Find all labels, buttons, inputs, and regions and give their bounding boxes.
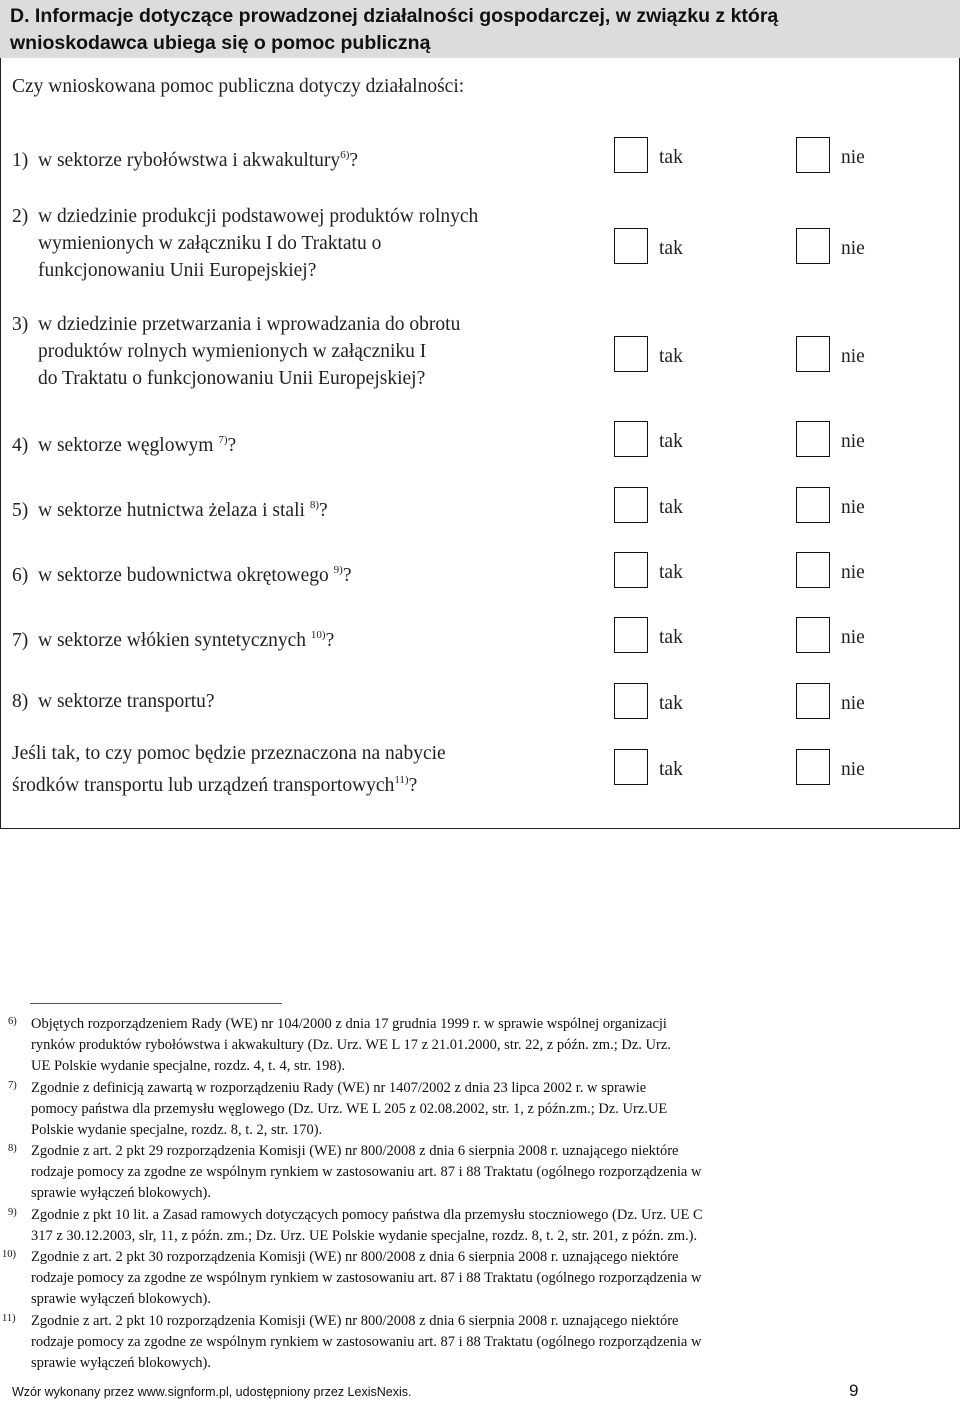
q8-no-label: nie <box>841 693 865 714</box>
question-text: w sektorze rybołówstwa i akwakultury <box>38 150 341 171</box>
question-text: Jeśli tak, to czy pomoc będzie przeznaczona na nabycie <box>12 743 446 764</box>
question-number: 3) <box>12 314 29 335</box>
q3-no-label: nie <box>841 346 865 367</box>
footnote-ref: 7) <box>218 434 228 446</box>
question-number: 7) <box>12 630 29 651</box>
q2-yes-checkbox[interactable] <box>614 228 648 264</box>
footnote-ref: 11) <box>394 774 409 786</box>
q4-yes-label: tak <box>659 431 683 452</box>
q4-no-checkbox[interactable] <box>796 421 830 457</box>
section-title-line-2: wnioskodawca ubiega się o pomoc publiczną <box>10 32 431 54</box>
q6-yes-label: tak <box>659 562 683 583</box>
question-6: 6) w sektorze budownictwa okrętowego $^{9)}$? <box>12 557 352 589</box>
q4-no-label: nie <box>841 431 865 452</box>
question-1: 1) w sektorze rybołówstwa i akwakultury$^{6)}$? <box>12 142 358 174</box>
footnote-mark: 9) <box>8 1207 17 1218</box>
question-text: w sektorze budownictwa okrętowego <box>38 565 334 586</box>
q7-yes-checkbox[interactable] <box>614 617 648 653</box>
q1-no-checkbox[interactable] <box>796 137 830 173</box>
footnote-ref: 6) <box>340 149 350 161</box>
question-text: w sektorze transportu? <box>38 691 215 712</box>
q8-no-checkbox[interactable] <box>796 683 830 719</box>
footnote-mark: 6) <box>8 1016 17 1027</box>
q8a-yes-checkbox[interactable] <box>614 749 648 785</box>
q5-yes-label: tak <box>659 497 683 518</box>
question-text: w dziedzinie produkcji podstawowej produktów rolnych <box>38 206 479 227</box>
question-text: wymienionych w załączniku I do Traktatu o <box>38 233 382 254</box>
question-number: 5) <box>12 500 29 521</box>
question-8-followup: Jeśli tak, to czy pomoc będzie przeznaczona na nabycie środków transportu lub urządzeń transportowych$^{11)}$? <box>12 740 446 799</box>
question-3 <box>12 311 460 392</box>
footnote-ref: 9) <box>333 564 343 576</box>
question-5: 5) w sektorze hutnictwa żelaza i stali $^{8)}$? <box>12 492 328 524</box>
question-number: 1) <box>12 150 29 171</box>
q5-no-label: nie <box>841 497 865 518</box>
q5-yes-checkbox[interactable] <box>614 487 648 523</box>
section-header <box>0 0 960 58</box>
q8a-yes-label: tak <box>659 759 683 780</box>
question-2 <box>12 203 478 284</box>
question-text: w sektorze włókien syntetycznych <box>38 630 311 651</box>
footnote-mark: 7) <box>8 1080 17 1091</box>
question-7: 7) w sektorze włókien syntetycznych $^{10)}$? <box>12 622 334 654</box>
q6-no-label: nie <box>841 562 865 583</box>
q6-no-checkbox[interactable] <box>796 552 830 588</box>
q4-yes-checkbox[interactable] <box>614 421 648 457</box>
q8-yes-label: tak <box>659 693 683 714</box>
q6-yes-checkbox[interactable] <box>614 552 648 588</box>
footnote-ref: 10) <box>310 629 326 641</box>
q2-no-label: nie <box>841 238 865 259</box>
q2-yes-label: tak <box>659 238 683 259</box>
q7-no-checkbox[interactable] <box>796 617 830 653</box>
question-text: produktów rolnych wymienionych w załączniku I <box>38 341 427 362</box>
question-text: środków transportu lub urządzeń transportowych <box>12 775 395 796</box>
question-4: 4) w sektorze węglowym $^{7)}$? <box>12 427 236 459</box>
question-number: 8) <box>12 691 29 712</box>
q1-no-label: nie <box>841 147 865 168</box>
question-text: w dziedzinie przetwarzania i wprowadzania do obrotu <box>38 314 461 335</box>
page-number: 9 <box>849 1381 859 1400</box>
intro-question: Czy wnioskowana pomoc publiczna dotyczy działalności: <box>12 76 465 97</box>
question-number: 4) <box>12 435 29 456</box>
question-number: 6) <box>12 565 29 586</box>
q8a-no-label: nie <box>841 759 865 780</box>
footnote-separator <box>30 1003 282 1004</box>
footnote-mark: 11) <box>2 1313 16 1324</box>
footnote-mark: 8) <box>8 1143 17 1154</box>
question-text: w sektorze hutnictwa żelaza i stali <box>38 500 310 521</box>
footnote-ref: 8) <box>309 499 319 511</box>
q7-no-label: nie <box>841 627 865 648</box>
question-text: funkcjonowaniu Unii Europejskiej? <box>38 260 317 281</box>
footer-credit: Wzór wykonany przez www.signform.pl, udostępniony przez LexisNexis. <box>12 1385 412 1399</box>
q5-no-checkbox[interactable] <box>796 487 830 523</box>
question-8 <box>12 688 215 715</box>
q8a-no-checkbox[interactable] <box>796 749 830 785</box>
q8-yes-checkbox[interactable] <box>614 683 648 719</box>
question-number: 2) <box>12 206 29 227</box>
question-text: w sektorze węglowym <box>38 435 219 456</box>
q7-yes-label: tak <box>659 627 683 648</box>
question-text: do Traktatu o funkcjonowaniu Unii Europejskiej? <box>38 368 426 389</box>
q2-no-checkbox[interactable] <box>796 228 830 264</box>
q3-no-checkbox[interactable] <box>796 336 830 372</box>
footnote-mark: 10) <box>2 1249 16 1260</box>
section-title-line-1: D. Informacje dotyczące prowadzonej działalności gospodarczej, w związku z którą <box>10 5 779 27</box>
q3-yes-checkbox[interactable] <box>614 336 648 372</box>
q1-yes-checkbox[interactable] <box>614 137 648 173</box>
q3-yes-label: tak <box>659 346 683 367</box>
q1-yes-label: tak <box>659 147 683 168</box>
